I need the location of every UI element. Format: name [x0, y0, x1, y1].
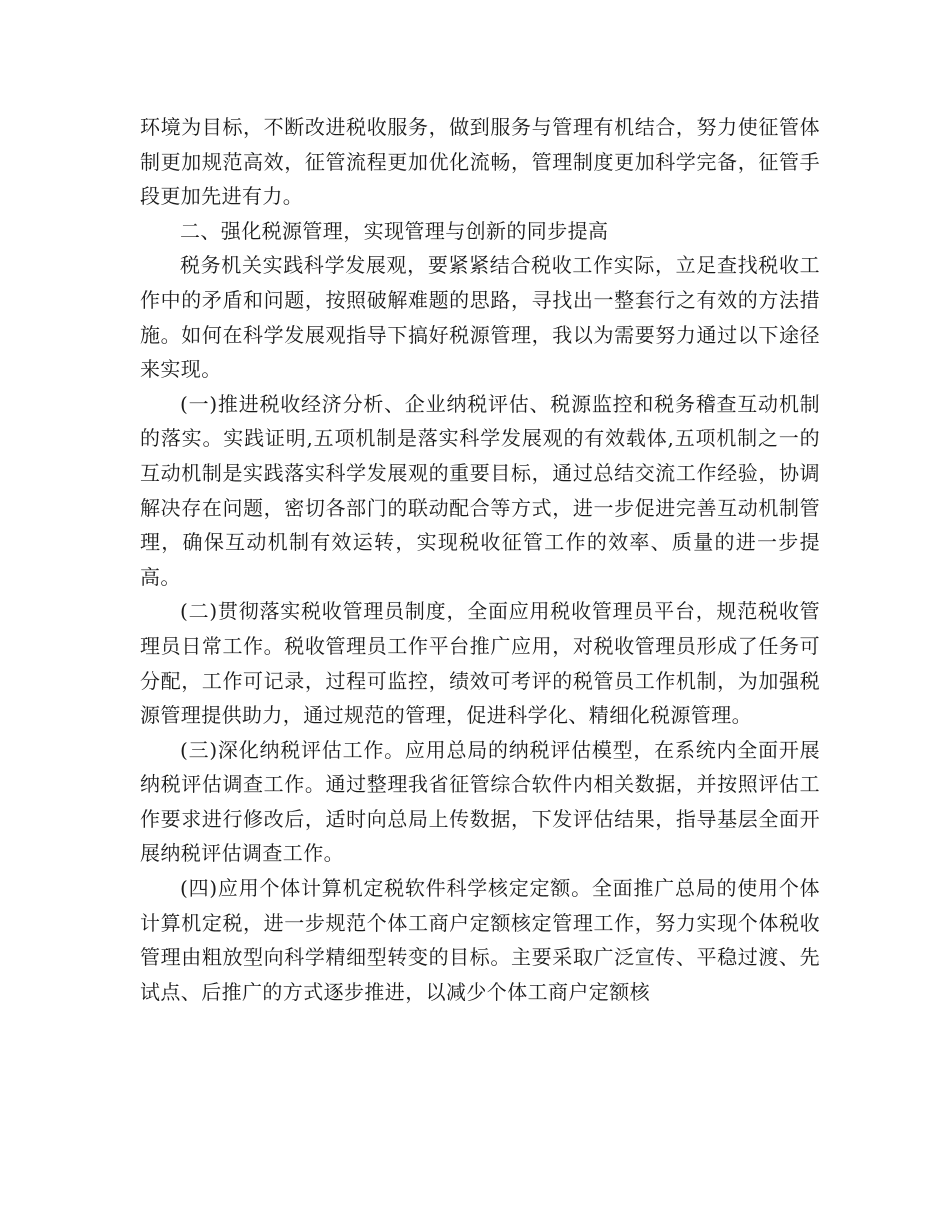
document-body	[140, 110, 820, 1009]
paragraph-1: 环境为目标，不断改进税收服务，做到服务与管理有机结合，努力使征管体制更加规范高效，征管流程更加优化流畅，管理制度更加科学完备，征管手段更加先进有力。	[140, 115, 820, 209]
paragraph-7: (四)应用个体计算机定税软件科学核定定额。全面推广总局的使用个体计算机定税，进一步规范个体工商户定额核定管理工作，努力实现个体税收管理由粗放型向科学精细型转变的目标。主要采取广泛宣传、平稳过渡、先试点、后推广的方式逐步推进，以减少个体工商户定额核	[140, 876, 820, 1004]
paragraph-3: 税务机关实践科学发展观，要紧紧结合税收工作实际，立足查找税收工作中的矛盾和问题，按照破解难题的思路，寻找出一整套行之有效的方法措施。如何在科学发展观指导下搞好税源管理，我以为需要努力通过以下途径来实现。	[140, 253, 820, 382]
paragraph-5: (二)贯彻落实税收管理员制度，全面应用税收管理员平台，规范税收管理员日常工作。税收管理员工作平台推广应用，对税收管理员形成了任务可分配，工作可记录，过程可监控，绩效可考评的税管员工作机制，为加强税源管理提供助力，通过规范的管理，促进科学化、精细化税源管理。	[140, 599, 820, 728]
paragraph-4: (一)推进税收经济分析、企业纳税评估、税源监控和税务稽查互动机制的落实。实践证明,五项机制是落实科学发展观的有效载体,五项机制之一的互动机制是实践落实科学发展观的重要目标，通过总结交流工作经验，协调解决存在问题，密切各部门的联动配合等方式，进一步促进完善互动机制管理，确保互动机制有效运转，实现税收征管工作的效率、质量的进一步提高。	[140, 391, 820, 589]
section-heading: 二、强化税源管理，实现管理与创新的同步提高	[180, 218, 609, 243]
paragraph-6: (三)深化纳税评估工作。应用总局的纳税评估模型，在系统内全面开展纳税评估调查工作。通过整理我省征管综合软件内相关数据，并按照评估工作要求进行修改后，适时向总局上传数据，下发评估结果，指导基层全面开展纳税评估调查工作。	[140, 737, 820, 866]
